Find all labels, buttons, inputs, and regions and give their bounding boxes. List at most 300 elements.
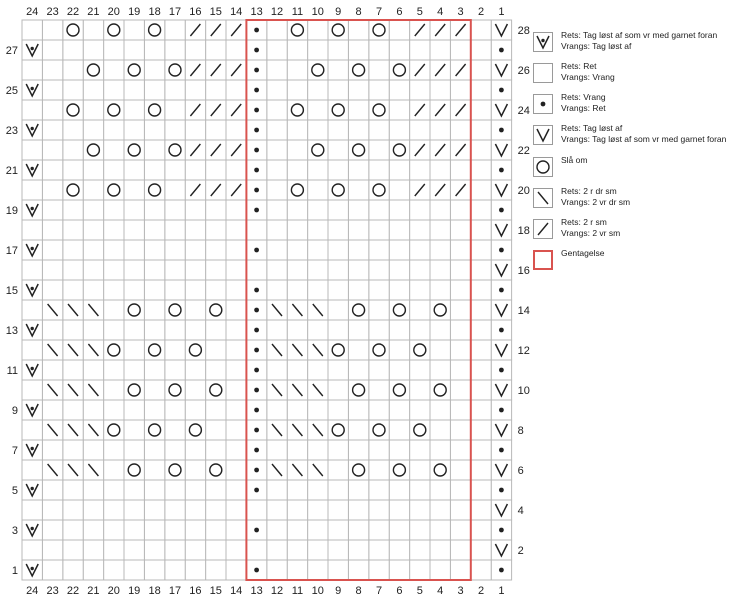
chart-cell — [124, 20, 144, 40]
chart-cell — [22, 540, 42, 560]
chart-cell — [308, 120, 328, 140]
chart-cell — [471, 180, 491, 200]
chart-cell — [430, 380, 450, 400]
chart-cell — [42, 80, 62, 100]
chart-cell — [144, 560, 164, 580]
chart-cell — [124, 260, 144, 280]
col-number-bottom: 13 — [250, 585, 263, 597]
row-number-left: 15 — [5, 285, 18, 297]
chart-cell — [287, 160, 307, 180]
purl-dot-symbol — [499, 328, 504, 333]
chart-cell — [369, 20, 389, 40]
chart-cell — [369, 480, 389, 500]
chart-cell — [144, 100, 164, 120]
chart-cell — [206, 420, 226, 440]
chart-cell — [124, 60, 144, 80]
chart-cell — [267, 40, 287, 60]
purl-dot-symbol — [254, 348, 259, 353]
chart-cell — [63, 440, 83, 460]
chart-cell — [348, 360, 368, 380]
chart-cell — [471, 40, 491, 60]
chart-cell — [63, 360, 83, 380]
col-number-bottom: 3 — [457, 585, 464, 597]
chart-cell — [246, 540, 266, 560]
purl-dot-symbol — [254, 328, 259, 333]
stitch-r23-c13 — [254, 128, 259, 133]
chart-cell — [308, 20, 328, 40]
stitch-r17-c13 — [254, 248, 259, 253]
col-number-top: 20 — [107, 6, 120, 18]
chart-cell — [83, 60, 103, 80]
slip-front-dot — [31, 327, 34, 330]
chart-cell — [226, 480, 246, 500]
stitch-r26-c13 — [254, 68, 259, 73]
chart-cell — [471, 520, 491, 540]
chart-cell — [124, 500, 144, 520]
chart-cell — [287, 120, 307, 140]
chart-cell — [267, 180, 287, 200]
chart-cell — [287, 140, 307, 160]
chart-cell — [450, 360, 470, 380]
chart-cell — [42, 40, 62, 60]
col-number-bottom: 9 — [335, 585, 342, 597]
chart-cell — [124, 220, 144, 240]
chart-cell — [308, 400, 328, 420]
chart-cell — [410, 480, 430, 500]
chart-cell — [165, 280, 185, 300]
chart-cell — [83, 320, 103, 340]
chart-cell — [83, 360, 103, 380]
chart-cell — [450, 400, 470, 420]
purl-dot-symbol — [254, 568, 259, 573]
chart-cell — [124, 440, 144, 460]
legend-slip-front — [533, 30, 728, 52]
legend-slip — [533, 123, 728, 145]
chart-cell — [124, 40, 144, 60]
chart-cell — [144, 120, 164, 140]
col-number-bottom: 24 — [26, 585, 39, 597]
chart-cell — [369, 440, 389, 460]
row-number-left: 17 — [5, 245, 18, 257]
chart-cell — [124, 120, 144, 140]
legend-swatch-fs — [533, 219, 553, 239]
col-number-bottom: 2 — [477, 585, 485, 597]
purl-dot-symbol — [254, 368, 259, 373]
chart-cell — [165, 460, 185, 480]
chart-cell — [124, 340, 144, 360]
chart-cell — [430, 40, 450, 60]
col-number-bottom: 7 — [375, 585, 383, 597]
chart-cell — [267, 220, 287, 240]
chart-cell — [410, 380, 430, 400]
chart-cell — [124, 520, 144, 540]
chart-cell — [144, 60, 164, 80]
legend-repeat — [533, 248, 728, 270]
chart-cell — [328, 500, 348, 520]
chart-cell — [226, 440, 246, 460]
chart-cell — [308, 160, 328, 180]
purl-dot-symbol — [499, 528, 504, 533]
col-number-top: 3 — [457, 6, 464, 18]
col-number-top: 16 — [189, 6, 202, 18]
slip-front-dot — [31, 527, 34, 530]
chart-cell — [42, 200, 62, 220]
chart-cell — [246, 500, 266, 520]
chart-cell — [430, 340, 450, 360]
chart-cell — [348, 480, 368, 500]
purl-dot-symbol — [499, 248, 504, 253]
chart-cell — [410, 120, 430, 140]
purl-dot-symbol — [499, 288, 504, 293]
chart-cell — [430, 360, 450, 380]
chart-cell — [206, 560, 226, 580]
chart-cell — [83, 20, 103, 40]
chart-cell — [185, 480, 205, 500]
chart-cell — [83, 40, 103, 60]
purl-dot-symbol — [254, 88, 259, 93]
chart-cell — [389, 460, 409, 480]
col-number-bottom: 15 — [209, 585, 222, 597]
chart-cell — [348, 160, 368, 180]
chart-cell — [389, 120, 409, 140]
chart-cell — [22, 60, 42, 80]
chart-cell — [104, 360, 124, 380]
slip-front-dot — [31, 127, 34, 130]
chart-cell — [308, 280, 328, 300]
slip-front-dot — [31, 47, 34, 50]
chart-cell — [185, 500, 205, 520]
purl-dot-symbol — [254, 428, 259, 433]
col-number-top: 5 — [416, 6, 423, 18]
chart-cell — [104, 80, 124, 100]
chart-cell — [308, 440, 328, 460]
col-number-top: 7 — [375, 6, 383, 18]
legend-k2tog-tbl — [533, 186, 728, 208]
chart-cell — [165, 140, 185, 160]
chart-cell — [165, 340, 185, 360]
chart-cell — [389, 440, 409, 460]
chart-cell — [389, 160, 409, 180]
stitch-r28-c13 — [254, 28, 259, 33]
chart-cell — [450, 420, 470, 440]
chart-cell — [410, 260, 430, 280]
chart-cell — [63, 200, 83, 220]
chart-cell — [471, 460, 491, 480]
legend-text — [561, 217, 620, 239]
chart-cell — [287, 40, 307, 60]
legend-swatch-v — [533, 125, 553, 145]
chart-cell — [389, 480, 409, 500]
chart-cell — [471, 120, 491, 140]
chart-cell — [63, 400, 83, 420]
stitch-r22-c13 — [254, 148, 259, 153]
chart-cell — [450, 440, 470, 460]
row-number-left: 5 — [11, 485, 18, 497]
chart-cell — [410, 80, 430, 100]
chart-cell — [185, 220, 205, 240]
chart-cell — [165, 440, 185, 460]
chart-cell — [206, 500, 226, 520]
stitch-r7-c1 — [499, 448, 504, 453]
chart-cell — [22, 100, 42, 120]
chart-cell — [287, 20, 307, 40]
chart-cell — [389, 100, 409, 120]
chart-cell — [369, 60, 389, 80]
purl-dot-symbol — [254, 308, 259, 313]
chart-cell — [22, 340, 42, 360]
chart-cell — [389, 180, 409, 200]
chart-cell — [471, 500, 491, 520]
chart-cell — [328, 200, 348, 220]
chart-cell — [328, 460, 348, 480]
chart-cell — [389, 60, 409, 80]
chart-cell — [165, 160, 185, 180]
chart-cell — [226, 400, 246, 420]
row-number-right: 28 — [517, 25, 530, 37]
chart-cell — [185, 280, 205, 300]
sl-icon — [534, 33, 552, 51]
chart-cell — [63, 280, 83, 300]
chart-cell — [165, 520, 185, 540]
legend-text — [561, 123, 726, 145]
chart-cell — [369, 140, 389, 160]
chart-cell — [369, 80, 389, 100]
chart-cell — [226, 80, 246, 100]
chart-cell — [348, 320, 368, 340]
chart-cell — [165, 80, 185, 100]
col-number-bottom: 22 — [66, 585, 80, 597]
chart-cell — [206, 300, 226, 320]
chart-cell — [369, 180, 389, 200]
chart-cell — [104, 220, 124, 240]
legend-line-2: Vrangs: Tag løst af — [561, 41, 632, 51]
chart-cell — [83, 180, 103, 200]
chart-cell — [389, 260, 409, 280]
col-number-top: 12 — [270, 6, 284, 18]
chart-cell — [104, 420, 124, 440]
chart-cell — [430, 440, 450, 460]
chart-cell — [348, 80, 368, 100]
chart-cell — [328, 40, 348, 60]
chart-cell — [165, 300, 185, 320]
chart-cell — [185, 560, 205, 580]
chart-cell — [471, 160, 491, 180]
chart-cell — [430, 160, 450, 180]
chart-cell — [104, 560, 124, 580]
chart-cell — [185, 540, 205, 560]
chart-cell — [83, 480, 103, 500]
chart-cell — [104, 120, 124, 140]
stitch-r1-c13 — [254, 568, 259, 573]
col-number-bottom: 1 — [498, 585, 505, 597]
chart-cell — [144, 480, 164, 500]
chart-cell — [450, 260, 470, 280]
chart-cell — [144, 280, 164, 300]
chart-cell — [165, 260, 185, 280]
chart-cell — [42, 120, 62, 140]
chart-cell — [185, 320, 205, 340]
chart-cell — [226, 420, 246, 440]
chart-cell — [471, 20, 491, 40]
chart-cell — [22, 220, 42, 240]
row-number-left: 23 — [5, 125, 18, 137]
chart-cell — [471, 140, 491, 160]
chart-cell — [471, 540, 491, 560]
chart-cell — [450, 80, 470, 100]
chart-cell — [328, 540, 348, 560]
k2tog-symbol — [538, 223, 548, 235]
legend-line-1: Rets: Tag løst af som vr med garnet foran — [561, 30, 718, 40]
legend-line-1: Slå om — [561, 155, 588, 165]
chart-cell — [471, 100, 491, 120]
legend-text — [561, 155, 587, 166]
row-number-left: 7 — [11, 445, 18, 457]
chart-cell — [267, 140, 287, 160]
chart-cell — [165, 20, 185, 40]
chart-cell — [410, 320, 430, 340]
chart-cell — [267, 400, 287, 420]
chart-cell — [450, 520, 470, 540]
purl-dot-symbol — [499, 488, 504, 493]
chart-cell — [226, 500, 246, 520]
chart-cell — [104, 540, 124, 560]
chart-cell — [369, 120, 389, 140]
chart-cell — [185, 420, 205, 440]
chart-cell — [430, 260, 450, 280]
chart-cell — [450, 200, 470, 220]
chart-cell — [83, 120, 103, 140]
chart-cell — [246, 260, 266, 280]
row-number-right: 4 — [517, 505, 524, 517]
chart-cell — [308, 180, 328, 200]
legend-line-1: Gentagelse — [561, 248, 605, 258]
chart-cell — [63, 80, 83, 100]
col-number-top: 8 — [355, 6, 362, 18]
row-number-right: 2 — [517, 545, 524, 557]
slip-front-dot — [31, 487, 34, 490]
chart-cell — [369, 200, 389, 220]
chart-cell — [226, 460, 246, 480]
stitch-r11-c13 — [254, 368, 259, 373]
stitch-r20-c13 — [254, 188, 259, 193]
chart-cell — [226, 300, 246, 320]
chart-cell — [369, 520, 389, 540]
chart-cell — [328, 440, 348, 460]
row-number-right: 22 — [517, 145, 530, 157]
chart-cell — [104, 520, 124, 540]
stitch-r12-c13 — [254, 348, 259, 353]
chart-cell — [287, 180, 307, 200]
chart-cell — [328, 300, 348, 320]
chart-cell — [165, 420, 185, 440]
chart-cell — [144, 20, 164, 40]
chart-cell — [389, 420, 409, 440]
chart-cell — [22, 140, 42, 160]
chart-cell — [471, 60, 491, 80]
chart-cell — [471, 240, 491, 260]
chart-cell — [450, 40, 470, 60]
chart-cell — [308, 520, 328, 540]
chart-cell — [124, 420, 144, 440]
chart-cell — [328, 160, 348, 180]
stitch-r9-c1 — [499, 408, 504, 413]
chart-cell — [450, 340, 470, 360]
chart-cell — [348, 220, 368, 240]
chart-cell — [348, 540, 368, 560]
chart-cell — [63, 100, 83, 120]
chart-cell — [104, 100, 124, 120]
chart-cell — [267, 540, 287, 560]
chart-cell — [348, 500, 368, 520]
row-number-right: 20 — [517, 185, 530, 197]
chart-cell — [206, 120, 226, 140]
chart-cell — [450, 160, 470, 180]
chart-cell — [124, 180, 144, 200]
chart-cell — [430, 300, 450, 320]
chart-cell — [308, 40, 328, 60]
chart-cell — [389, 560, 409, 580]
chart-cell — [410, 240, 430, 260]
chart-cell — [308, 200, 328, 220]
chart-cell — [246, 220, 266, 240]
col-number-bottom: 21 — [87, 585, 100, 597]
chart-cell — [104, 460, 124, 480]
chart-cell — [369, 340, 389, 360]
chart-cell — [144, 380, 164, 400]
chart-cell — [206, 260, 226, 280]
stitch-r21-c13 — [254, 168, 259, 173]
chart-cell — [22, 260, 42, 280]
legend-text — [561, 92, 606, 114]
chart-cell — [348, 280, 368, 300]
chart-cell — [206, 220, 226, 240]
slip-front-dot — [541, 39, 544, 42]
chart-cell — [348, 120, 368, 140]
col-number-top: 14 — [230, 6, 243, 18]
legend-text — [561, 248, 604, 259]
chart-cell — [410, 420, 430, 440]
chart-cell — [185, 460, 205, 480]
chart-cell — [226, 340, 246, 360]
chart-cell — [104, 260, 124, 280]
row-number-right: 16 — [517, 265, 530, 277]
chart-cell — [185, 380, 205, 400]
chart-cell — [471, 380, 491, 400]
chart-cell — [410, 440, 430, 460]
chart-cell — [389, 380, 409, 400]
chart-cell — [267, 120, 287, 140]
chart-cell — [42, 180, 62, 200]
chart-cell — [63, 20, 83, 40]
chart-cell — [267, 260, 287, 280]
purl-dot-symbol — [541, 102, 546, 107]
stitch-r23-c1 — [499, 128, 504, 133]
chart-cell — [430, 320, 450, 340]
purl-dot-symbol — [254, 108, 259, 113]
col-number-top: 10 — [311, 6, 324, 18]
chart-cell — [471, 420, 491, 440]
col-number-bottom: 20 — [107, 585, 120, 597]
purl-dot-symbol — [499, 408, 504, 413]
chart-cell — [369, 420, 389, 440]
chart-cell — [104, 340, 124, 360]
chart-cell — [206, 340, 226, 360]
legend-knit — [533, 61, 728, 83]
col-number-bottom: 11 — [291, 585, 304, 597]
chart-cell — [369, 320, 389, 340]
chart-cell — [206, 360, 226, 380]
chart-cell — [267, 440, 287, 460]
